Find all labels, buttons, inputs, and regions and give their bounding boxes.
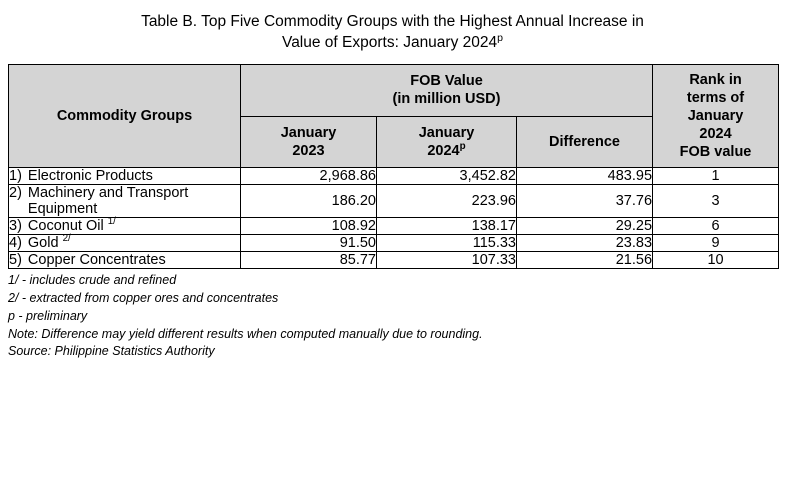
row-rank: 6 <box>653 218 779 235</box>
row-label <box>28 218 240 234</box>
header-fob-value-line-2: (in million USD) <box>392 91 501 108</box>
page-title-line-2-text: Value of Exports: January 2024 <box>282 33 498 51</box>
row-label-text: Electronic Products <box>27 168 153 185</box>
row-label-text: Copper Concentrates <box>27 252 166 269</box>
table-row <box>9 218 779 235</box>
footnotes <box>8 272 778 361</box>
row-index: 1) <box>9 168 22 185</box>
footnote-preliminary: p - preliminary <box>8 308 88 323</box>
header-commodity-groups <box>9 64 241 168</box>
commodity-groups-table <box>8 64 779 270</box>
header-january-2023-line-1: January <box>280 124 337 141</box>
table-row <box>9 185 779 218</box>
row-january-2023: 91.50 <box>241 235 377 252</box>
preliminary-superscript: p <box>497 31 503 44</box>
row-rank: 10 <box>653 252 779 269</box>
row-commodity-group <box>9 252 241 269</box>
row-label-text: Gold <box>27 235 59 252</box>
row-january-2023: 85.77 <box>241 252 377 269</box>
row-rank: 3 <box>653 185 779 218</box>
row-rank: 9 <box>653 235 779 252</box>
row-commodity-group <box>9 218 241 235</box>
header-rank <box>653 64 779 168</box>
header-january-2024 <box>377 116 517 168</box>
row-difference: 29.25 <box>517 218 653 235</box>
header-january-2023-line-2: 2023 <box>292 143 325 160</box>
row-index: 2) <box>9 185 22 202</box>
row-january-2023: 186.20 <box>241 185 377 218</box>
row-index: 5) <box>9 252 22 269</box>
header-rank-line-3: January <box>687 108 744 125</box>
table-row <box>9 168 779 185</box>
footnote-note: Note: Difference may yield different results when computed manually due to rounding. <box>8 326 483 341</box>
header-rank-line-4: 2024 <box>699 126 732 143</box>
table-header <box>9 64 779 168</box>
row-january-2024: 138.17 <box>377 218 517 235</box>
row-index: 4) <box>9 235 22 252</box>
row-label-text: Coconut Oil <box>27 218 104 235</box>
row-january-2024: 107.33 <box>377 252 517 269</box>
footnote-1: 1/ - includes crude and refined <box>8 273 177 288</box>
header-rank-line-1: Rank in <box>689 71 742 88</box>
header-fob-value <box>241 64 653 116</box>
row-difference: 23.83 <box>517 235 653 252</box>
header-difference-label: Difference <box>549 134 620 150</box>
row-commodity-group <box>9 235 241 252</box>
row-label-superscript: 2/ <box>62 233 71 245</box>
row-label <box>28 185 240 217</box>
row-january-2024: 223.96 <box>377 185 517 218</box>
header-january-2023 <box>241 116 377 168</box>
row-label <box>28 252 240 268</box>
table-row <box>9 252 779 269</box>
row-january-2024: 3,452.82 <box>377 168 517 185</box>
header-january-2024-year: 2024 <box>427 143 460 160</box>
row-commodity-group <box>9 168 241 185</box>
row-january-2024: 115.33 <box>377 235 517 252</box>
table-body <box>9 168 779 269</box>
header-fob-value-line-1: FOB Value <box>410 73 483 90</box>
header-difference <box>517 116 653 168</box>
row-label-superscript: 1/ <box>107 216 116 228</box>
row-january-2023: 108.92 <box>241 218 377 235</box>
row-label <box>28 235 240 251</box>
header-january-2024-line-2 <box>385 142 508 160</box>
header-commodity-groups-label: Commodity Groups <box>56 108 193 125</box>
row-january-2023: 2,968.86 <box>241 168 377 185</box>
header-january-2024-line-1: January <box>418 124 475 141</box>
table-row <box>9 235 779 252</box>
page-title-line-1: Table B. Top Five Commodity Groups with the Highest Annual Increase in <box>141 13 644 30</box>
row-index: 3) <box>9 218 22 235</box>
row-label-text: Machinery and Transport Equipment <box>27 185 189 218</box>
header-rank-line-5: FOB value <box>679 144 752 161</box>
footnote-source: Source: Philippine Statistics Authority <box>8 344 215 359</box>
row-rank: 1 <box>653 168 779 185</box>
row-commodity-group <box>9 185 241 218</box>
row-difference: 21.56 <box>517 252 653 269</box>
row-label <box>28 168 240 184</box>
table-header-row-1 <box>9 64 779 116</box>
header-preliminary-superscript: p <box>459 141 466 153</box>
row-difference: 37.76 <box>517 185 653 218</box>
row-difference: 483.95 <box>517 168 653 185</box>
footnote-2: 2/ - extracted from copper ores and concentrates <box>8 291 279 306</box>
page-title-line-2 <box>8 33 777 54</box>
header-rank-line-2: terms of <box>686 89 745 106</box>
page-title <box>8 0 777 64</box>
